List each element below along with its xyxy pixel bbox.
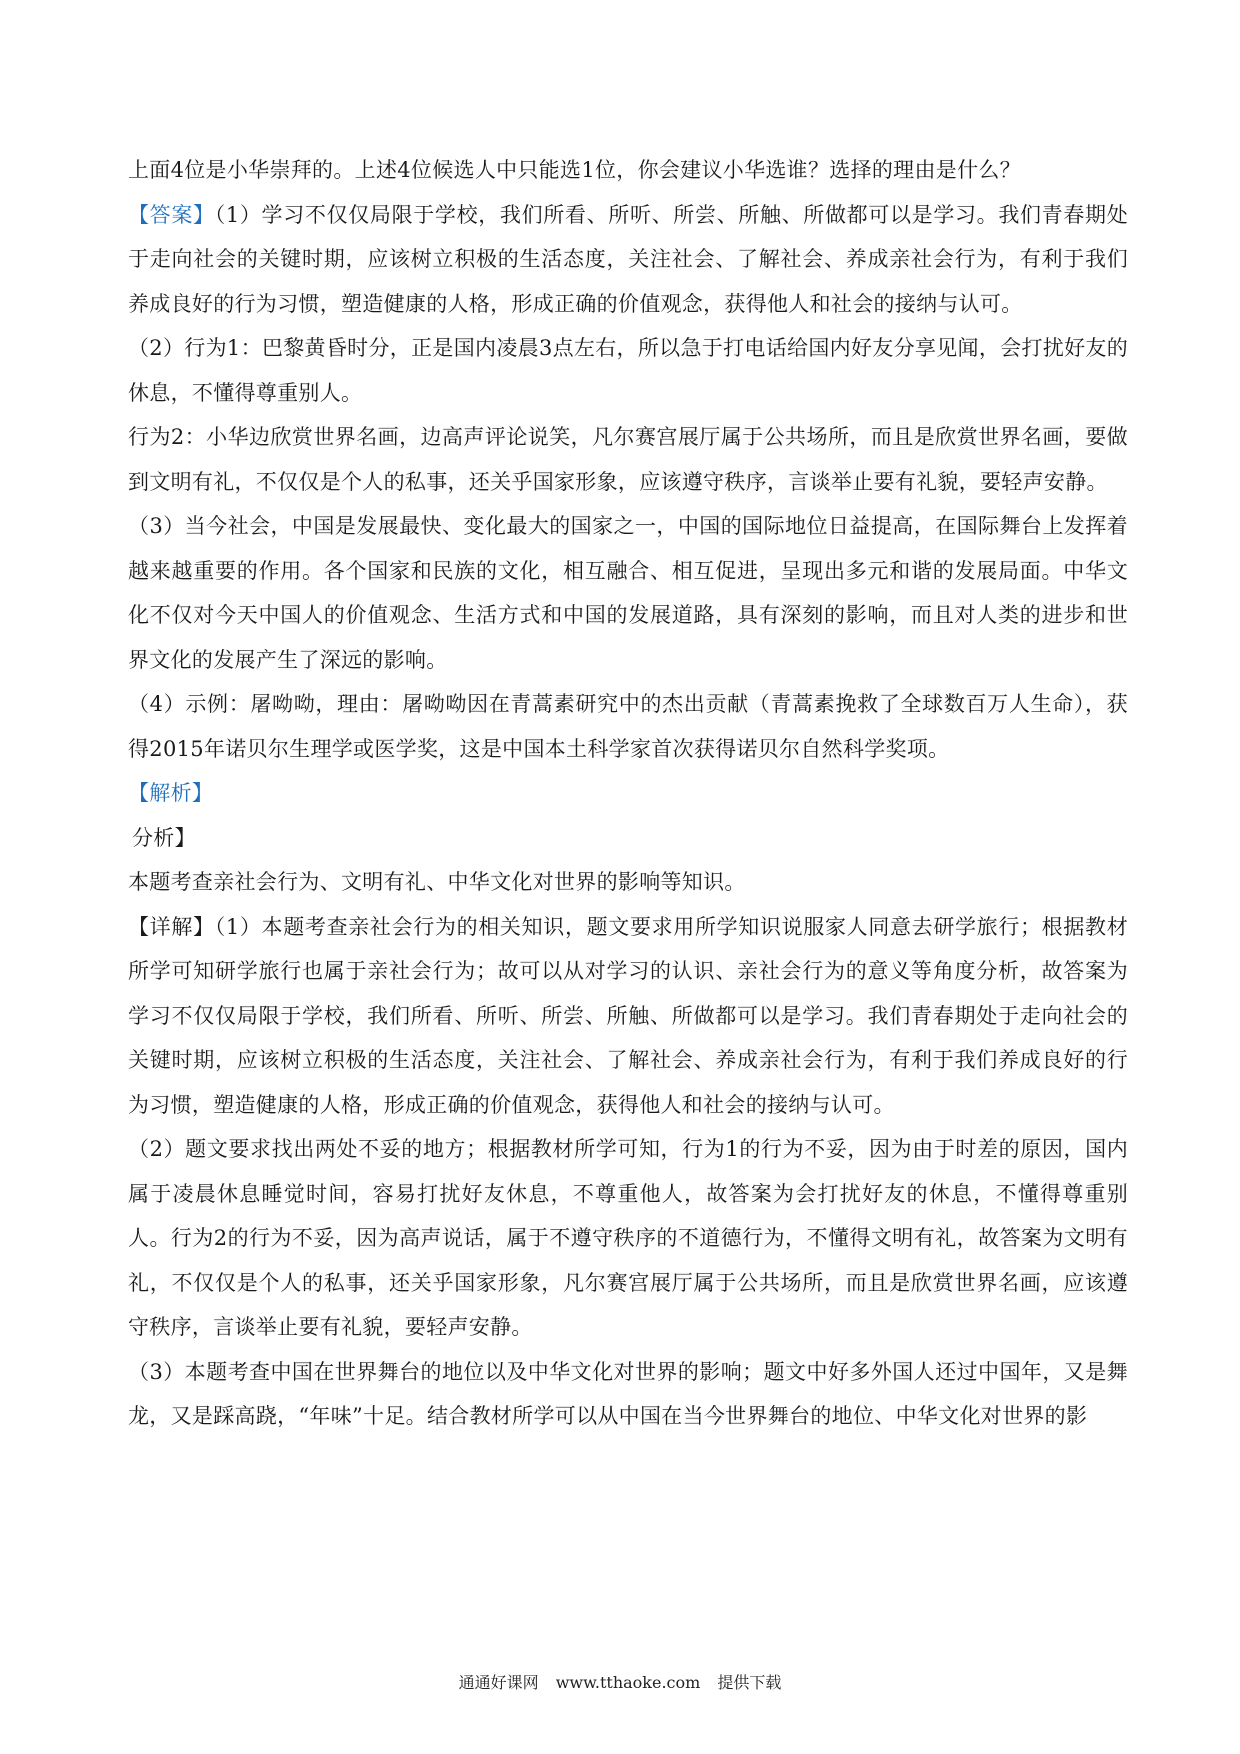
- answer-part-4: （4）示例：屠呦呦，理由：屠呦呦因在青蒿素研究中的杰出贡献（青蒿素挽救了全球数百万人生命），获得2015年诺贝尔生理学或医学奖，这是中国本土科学家首次获得诺贝尔自然科学奖项。: [128, 692, 1128, 761]
- detail-tag: 【详解】: [128, 914, 215, 939]
- detail-part-2: （2）题文要求找出两处不妥的地方；根据教材所学可知，行为1的行为不妥，因为由于时差的原因，国内属于凌晨休息睡觉时间，容易打扰好友休息，不尊重他人，故答案为会打扰好友的休息，不懂得尊重别人。行为2的行为不妥，因为高声说话，属于不遵守秩序的不道德行为，不懂得文明有礼，故答案为文明有礼，不仅仅是个人的私事，还关乎国家形象，凡尔赛宫展厅属于公共场所，而且是欣赏世界名画，应该遵守秩序，言谈举止要有礼貌，要轻声安静。: [128, 1137, 1128, 1339]
- answer-tag: 【答案】: [128, 202, 215, 227]
- footer-url[interactable]: www.tthaoke.com: [555, 1673, 701, 1692]
- detail-part-3: （3）本题考查中国在世界舞台的地位以及中华文化对世界的影响；题文中好多外国人还过中国年，又是舞龙，又是踩高跷，“年味”十足。结合教材所学可以从中国在当今世界舞台的地位、中华文化对世界的影: [128, 1359, 1128, 1428]
- answer-part-2a: （2）行为1：巴黎黄昏时分，正是国内凌晨3点左右，所以急于打电话给国内好友分享见闻，会打扰好友的休息，不懂得尊重别人。: [128, 336, 1128, 405]
- answer-part-3: （3）当今社会，中国是发展最快、变化最大的国家之一，中国的国际地位日益提高，在国际舞台上发挥着越来越重要的作用。各个国家和民族的文化，相互融合、相互促进，呈现出多元和谐的发展局面。中华文化不仅对今天中国人的价值观念、生活方式和中国的发展道路，具有深刻的影响，而且对人类的进步和世界文化的发展产生了深远的影响。: [128, 514, 1128, 672]
- answer-part-2b: 行为2：小华边欣赏世界名画，边高声评论说笑，凡尔赛宫展厅属于公共场所，而且是欣赏世界名画，要做到文明有礼，不仅仅是个人的私事，还关乎国家形象，应该遵守秩序，言谈举止要有礼貌，要轻声安静。: [128, 425, 1128, 494]
- fenxi-text: 本题考查亲社会行为、文明有礼、中华文化对世界的影响等知识。: [128, 870, 746, 894]
- answer-part-1: [128, 193, 1128, 327]
- detail-part-1: [128, 905, 1128, 1128]
- fenxi-tag: 分析】: [132, 825, 196, 850]
- footer-site-name: 通通好课网: [458, 1673, 539, 1692]
- footer-suffix: 提供下载: [717, 1673, 782, 1692]
- jiexi-tag: 【解析】: [128, 781, 214, 805]
- document-body: [128, 148, 1128, 1439]
- answer-1-text: （1）学习不仅仅局限于学校，我们所看、所听、所尝、所触、所做都可以是学习。我们青春期处于走向社会的关键时期，应该树立积极的生活态度，关注社会、了解社会、养成亲社会行为，有利于我们养成良好的行为习惯，塑造健康的人格，形成正确的价值观念，获得他人和社会的接纳与认可。: [128, 202, 1128, 316]
- page-footer: [0, 1670, 1240, 1693]
- question-intro: 上面4位是小华崇拜的。上述4位候选人中只能选1位，你会建议小华选谁？选择的理由是什么？: [128, 158, 1021, 182]
- detail-1-text: （1）本题考查亲社会行为的相关知识，题文要求用所学知识说服家人同意去研学旅行；根据教材所学可知研学旅行也属于亲社会行为；故可以从对学习的认识、亲社会行为的意义等角度分析，故答案为学习不仅仅局限于学校，我们所看、所听、所尝、所触、所做都可以是学习。我们青春期处于走向社会的关键时期，应该树立积极的生活态度，关注社会、了解社会、养成亲社会行为，有利于我们养成良好的行为习惯，塑造健康的人格，形成正确的价值观念，获得他人和社会的接纳与认可。: [128, 914, 1128, 1117]
